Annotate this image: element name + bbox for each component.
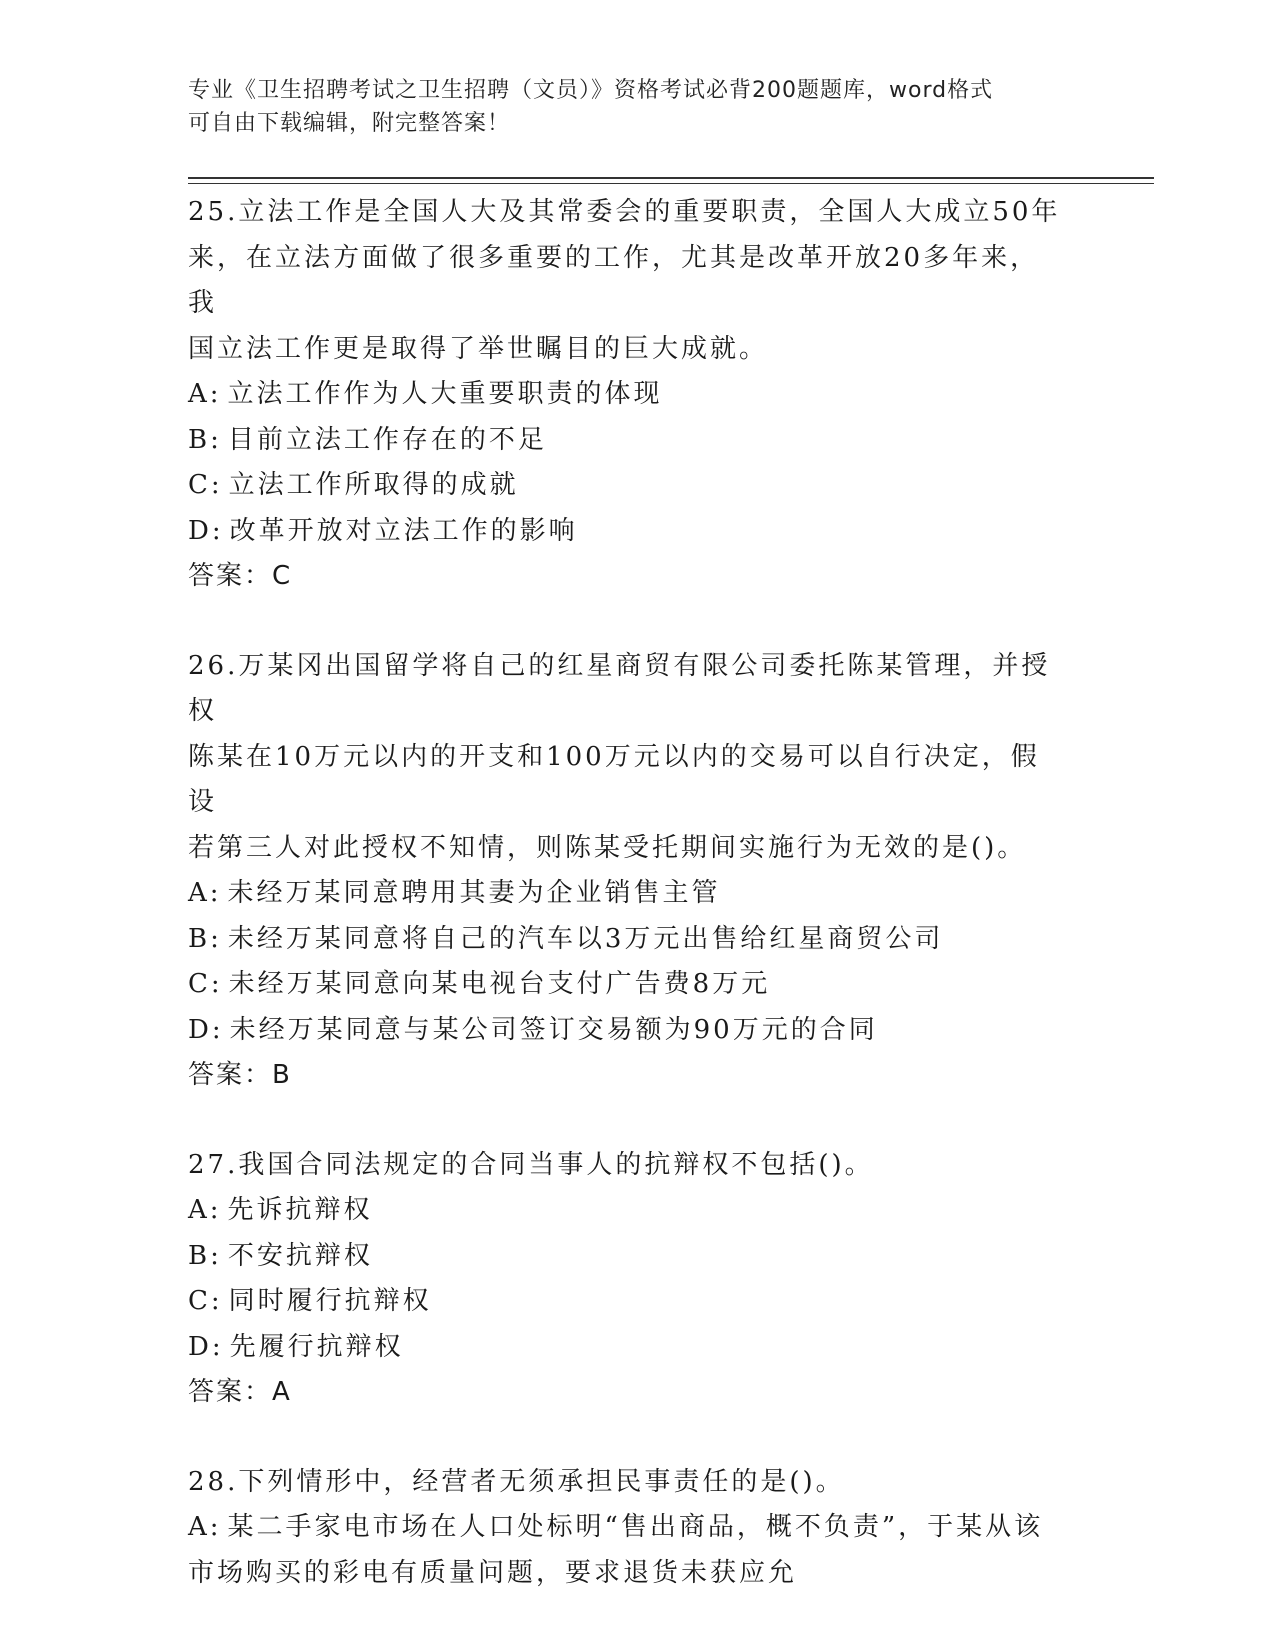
option-label: A: — [188, 1195, 222, 1225]
option-label: D: — [188, 515, 224, 546]
answer-line: 答案：C — [188, 561, 293, 591]
option-b — [188, 917, 1068, 963]
question-27 — [188, 1143, 1068, 1416]
question-stem-line: 27.我国合同法规定的合同当事人的抗辩权不包括()。 — [188, 1149, 874, 1180]
question-stem-line: 若第三人对此授权不知情，则陈某受托期间实施行为无效的是()。 — [188, 832, 1027, 863]
option-b — [188, 418, 1068, 464]
question-25 — [188, 190, 1068, 600]
option-label: A: — [188, 878, 222, 908]
option-d — [188, 1008, 1068, 1054]
question-stem-line: 来，在立法方面做了很多重要的工作，尤其是改革开放20多年来，我 — [188, 242, 1040, 318]
option-label: B: — [188, 1240, 222, 1271]
question-spacer — [188, 600, 1068, 644]
question-stem-line: 国立法工作更是取得了举世瞩目的巨大成就。 — [188, 333, 769, 364]
option-text: 改革开放对立法工作的影响 — [229, 515, 578, 546]
option-c — [188, 463, 1068, 509]
option-a — [188, 1505, 1068, 1551]
option-text: 立法工作所取得的成就 — [228, 470, 519, 500]
option-label: D: — [188, 1014, 224, 1045]
question-spacer — [188, 1416, 1068, 1460]
option-text: 立法工作作为人大重要职责的体现 — [227, 379, 663, 409]
option-text: 先履行抗辩权 — [229, 1331, 404, 1362]
header-line-1: 专业《卫生招聘考试之卫生招聘（文员）》资格考试必背200题题库，word格式 — [188, 78, 994, 103]
option-text: 目前立法工作存在的不足 — [227, 424, 547, 455]
answer-line: 答案：B — [188, 1060, 292, 1090]
option-label: C: — [188, 969, 223, 999]
option-text: 市场购买的彩电有质量问题，要求退货未获应允 — [188, 1557, 798, 1588]
answer-line: 答案：A — [188, 1377, 292, 1407]
question-stem-line: 25.立法工作是全国人大及其常委会的重要职责，全国人大成立50年 — [188, 197, 1061, 227]
option-d — [188, 1325, 1068, 1371]
header-rule-thin — [188, 183, 1154, 184]
option-label: A: — [188, 379, 222, 409]
option-d — [188, 509, 1068, 555]
option-c — [188, 1279, 1068, 1325]
question-28 — [188, 1460, 1068, 1597]
header-line-2: 可自由下载编辑，附完整答案！ — [188, 111, 511, 136]
option-text: 先诉抗辩权 — [227, 1195, 373, 1225]
option-text: 某二手家电市场在人口处标明“售出商品，概不负责”，于某从该 — [227, 1512, 1044, 1542]
document-header — [188, 74, 1068, 140]
option-a — [188, 871, 1068, 917]
option-a-continued — [188, 1551, 1068, 1597]
question-stem-line: 28.下列情形中，经营者无须承担民事责任的是()。 — [188, 1466, 845, 1497]
option-text: 不安抗辩权 — [227, 1240, 373, 1271]
option-a — [188, 1188, 1068, 1234]
question-stem-line: 陈某在10万元以内的开支和100万元以内的交易可以自行决定，假设 — [188, 741, 1040, 817]
option-text: 未经万某同意与某公司签订交易额为90万元的合同 — [229, 1014, 878, 1045]
option-label: D: — [188, 1331, 224, 1362]
question-26 — [188, 644, 1068, 1099]
option-label: A: — [188, 1512, 222, 1542]
option-text: 未经万某同意聘用其妻为企业销售主管 — [227, 878, 721, 908]
option-label: B: — [188, 424, 222, 455]
option-a — [188, 372, 1068, 418]
question-stem-line: 26.万某冈出国留学将自己的红星商贸有限公司委托陈某管理，并授权 — [188, 650, 1051, 726]
option-label: C: — [188, 470, 223, 500]
option-b — [188, 1234, 1068, 1280]
question-spacer — [188, 1099, 1068, 1143]
option-text: 未经万某同意向某电视台支付广告费8万元 — [228, 969, 771, 999]
option-label: C: — [188, 1286, 223, 1316]
option-text: 同时履行抗辩权 — [228, 1286, 432, 1316]
option-c — [188, 962, 1068, 1008]
option-text: 未经万某同意将自己的汽车以3万元出售给红星商贸公司 — [227, 923, 944, 954]
header-rule-thick — [188, 177, 1154, 179]
option-label: B: — [188, 923, 222, 954]
question-list — [188, 190, 1068, 1596]
